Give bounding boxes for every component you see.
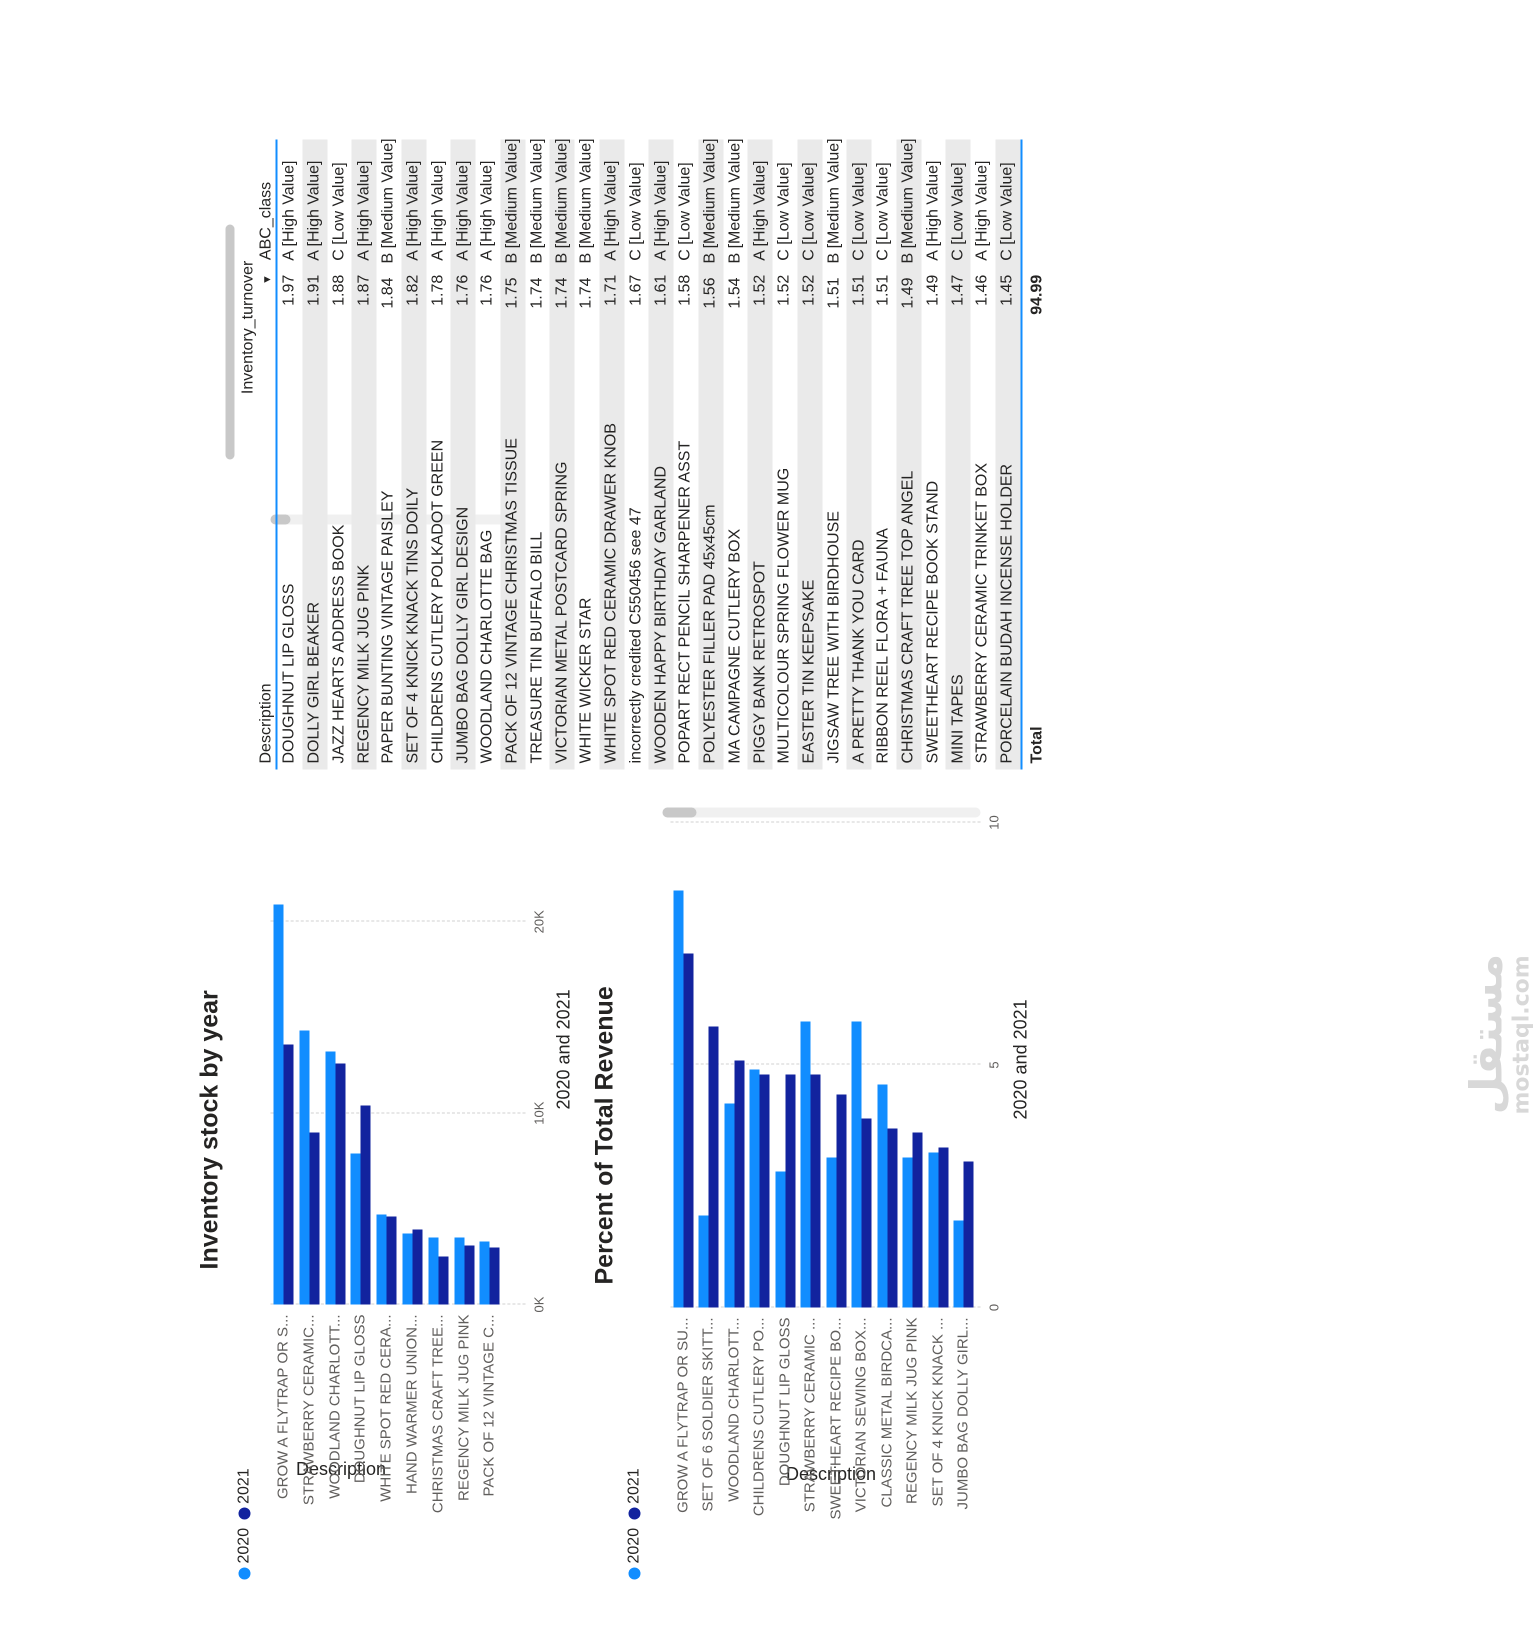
cell-abc-class: A [High Value] [973,160,991,261]
table-row[interactable] [921,140,946,770]
cell-turnover: 1.97 [280,274,298,306]
cell-description: JAZZ HEARTS ADDRESS BOOK [330,524,348,764]
table-row[interactable] [451,140,476,770]
table-row[interactable] [426,140,451,770]
cell-turnover: 1.51 [874,274,892,306]
table-row[interactable] [599,140,624,770]
cell-abc-class: C [Low Value] [800,162,818,261]
cell-description: MULTICOLOUR SPRING FLOWER MUG [775,467,793,764]
rotated-report [1,0,1535,1650]
cell-description: WHITE WICKER STAR [577,597,595,764]
legend-2020-label: 2020 [625,1527,643,1564]
table-row[interactable] [698,140,723,770]
table-total-row [1020,140,1052,770]
cell-turnover: 1.76 [478,274,496,306]
cell-description: STRAWBERRY CERAMIC TRINKET BOX [973,463,991,764]
total-label: Total [1028,726,1045,764]
stock-category-label: HAND WARMER UNION... [403,1314,421,1494]
revenue-category-label: REGENCY MILK JUG PINK [903,1317,921,1504]
cell-abc-class: B [Medium Value] [701,138,719,264]
table-row[interactable] [748,140,773,770]
revenue-bar-2020[interactable] [750,1070,760,1308]
revenue-category-label: CLASSIC METAL BIRDCA... [878,1317,896,1508]
cell-description: JUMBO BAG DOLLY GIRL DESIGN [454,506,472,764]
stock-x-tick-label: 20K [531,910,547,934]
stock-bar-2020[interactable] [454,1238,464,1305]
header-description[interactable]: Description [257,683,275,764]
revenue-category-label: VICTORIAN SEWING BOX... [852,1317,870,1513]
cell-description: MINI TAPES [949,674,967,764]
cell-description: WOODEN HAPPY BIRTHDAY GARLAND [652,465,670,764]
stock-gridline [271,921,526,922]
total-value: 94.99 [1028,274,1045,315]
cell-description: WOODLAND CHARLOTTE BAG [478,529,496,764]
revenue-bar-2021[interactable] [964,1162,974,1308]
cell-turnover: 1.78 [429,274,447,306]
cell-abc-class: C [Low Value] [850,162,868,261]
cell-description: DOLLY GIRL BEAKER [305,601,323,764]
revenue-bar-2020[interactable] [903,1157,913,1307]
cell-turnover: 1.76 [454,274,472,306]
cell-turnover: 1.75 [503,277,521,309]
cell-turnover: 1.49 [924,274,942,306]
revenue-bar-2020[interactable] [724,1104,734,1308]
stock-bar-2021[interactable] [438,1257,448,1305]
revenue-bar-2020[interactable] [852,1021,862,1307]
revenue-bar-2021[interactable] [683,953,693,1307]
cell-abc-class: B [Medium Value] [899,138,917,264]
table-row[interactable] [971,140,996,770]
revenue-y-axis-title: Description [785,1463,877,1484]
stock-bar-2021[interactable] [413,1230,423,1305]
cell-turnover: 1.71 [602,274,620,306]
legend-2020-dot [629,1568,641,1580]
table-row[interactable] [896,140,921,770]
watermark-arabic: مستقل [1461,953,1513,1115]
legend-2021-label: 2021 [625,1468,643,1504]
cell-abc-class: B [Medium Value] [577,138,595,264]
revenue-category-label: JUMBO BAG DOLLY GIRL... [954,1317,972,1510]
revenue-category-label: WOODLAND CHARLOTT... [725,1317,743,1502]
stock-bar-2020[interactable] [403,1234,413,1305]
revenue-bar-2021[interactable] [734,1060,744,1307]
cell-turnover: 1.45 [998,274,1016,306]
table-scrollbar-thumb[interactable] [226,225,235,460]
stock-category-label: STRAWBERRY CERAMIC... [300,1314,318,1506]
sort-desc-icon: ▼ [261,274,274,285]
cell-abc-class: B [Medium Value] [503,138,521,264]
table-row[interactable] [550,140,575,770]
cell-description: PORCELAIN BUDAH INCENSE HOLDER [998,463,1016,764]
table-row[interactable] [624,140,649,770]
legend-2020-label: 2020 [235,1527,253,1564]
revenue-bar-2020[interactable] [954,1220,964,1307]
cell-description: SWEETHEART RECIPE BOOK STAND [924,480,942,764]
table-row[interactable] [995,140,1020,770]
header-turnover-label: Inventory_turnover [239,260,257,395]
revenue-bar-2020[interactable] [699,1215,709,1307]
stock-bar-2021[interactable] [284,1044,294,1304]
stock-y-axis-title: Description [295,1458,387,1479]
stock-bar-2020[interactable] [480,1241,490,1304]
stock-bar-2021[interactable] [335,1063,345,1304]
cell-description: PIGGY BANK RETROSPOT [751,561,769,764]
table-row[interactable] [872,140,897,770]
cell-description: PACK OF 12 VINTAGE CHRISTMAS TISSUE [503,438,521,764]
cell-description: CHILDRENS CUTLERY POLKADOT GREEN [429,439,447,764]
stock-x-tick-label: 0K [531,1296,547,1313]
stock-bar-2021[interactable] [309,1132,319,1304]
stock-category-label: DOUGHNUT LIP GLOSS [351,1314,369,1484]
table-row[interactable] [302,140,327,770]
cell-abc-class: C [Low Value] [874,162,892,261]
table-body [278,140,1021,770]
stock-x-tick-label: 10K [531,1101,547,1125]
table-row[interactable] [723,140,748,770]
revenue-scrollbar-thumb[interactable] [663,808,697,818]
revenue-bar-2021[interactable] [811,1075,821,1308]
stock-bar-2020[interactable] [299,1031,309,1305]
stock-category-label: WOODLAND CHARLOTT... [326,1314,343,1499]
legend-2021-dot [239,1508,251,1520]
cell-description: MA CAMPAGNE CUTLERY BOX [726,528,744,764]
revenue-chart-title: Percent of Total Revenue [590,986,619,1285]
table-row[interactable] [327,140,352,770]
cell-abc-class: C [Low Value] [627,162,645,261]
revenue-scrollbar-track[interactable] [663,808,981,818]
table-row[interactable] [797,140,822,770]
cell-description: JIGSAW TREE WITH BIRDHOUSE [825,511,843,764]
table-row[interactable] [525,140,550,770]
legend-2021-label: 2021 [235,1468,253,1504]
cell-turnover: 1.56 [701,277,719,309]
cell-turnover: 1.51 [850,274,868,306]
cell-turnover: 1.47 [949,274,967,306]
cell-turnover: 1.74 [577,277,595,309]
revenue-category-label: DOUGHNUT LIP GLOSS [776,1317,794,1487]
revenue-bar-2020[interactable] [775,1172,785,1308]
revenue-bar-2021[interactable] [785,1075,795,1308]
stock-x-axis-title: 2020 and 2021 [553,989,574,1110]
cell-turnover: 1.91 [305,274,323,306]
cell-description: DOUGHNUT LIP GLOSS [280,583,298,764]
revenue-bar-2021[interactable] [862,1118,872,1307]
cell-description: POLYESTER FILLER PAD 45x45cm [701,504,719,764]
cell-turnover: 1.67 [627,274,645,306]
cell-description: TREASURE TIN BUFFALO BILL [528,531,546,764]
cell-abc-class: A [High Value] [652,160,670,261]
cell-description: WHITE SPOT RED CERAMIC DRAWER KNOB [602,423,620,764]
cell-abc-class: A [High Value] [751,160,769,261]
cell-description: PAPER BUNTING VINTAGE PAISLEY [379,490,397,764]
cell-description: CHRISTMAS CRAFT TREE TOP ANGEL [899,470,917,764]
stock-bar-2021[interactable] [387,1216,397,1304]
revenue-bar-2021[interactable] [887,1128,897,1307]
cell-abc-class: A [High Value] [355,160,373,261]
stock-bar-2020[interactable] [428,1238,438,1305]
header-turnover[interactable] [239,260,276,395]
cell-turnover: 1.87 [355,274,373,306]
legend-2021-dot [629,1508,641,1520]
watermark [1461,953,1535,1115]
cell-abc-class: A [High Value] [429,160,447,261]
cell-description: SET OF 4 KNICK KNACK TINS DOILY [404,487,422,764]
cell-turnover: 1.49 [899,277,917,309]
revenue-bar-2020[interactable] [826,1157,836,1307]
cell-abc-class: A [High Value] [478,160,496,261]
revenue-category-label: SWEETHEART RECIPE BO... [827,1317,845,1520]
revenue-bar-2020[interactable] [928,1152,938,1307]
cell-turnover: 1.74 [553,277,571,309]
stock-bar-2020[interactable] [377,1215,387,1305]
header-abc-class[interactable]: ABC_class [257,181,275,261]
cell-abc-class: C [Low Value] [775,162,793,261]
stock-bar-2021[interactable] [361,1105,371,1304]
revenue-category-label: SET OF 4 KNICK KNACK ... [929,1317,947,1507]
stock-category-label: WHITE SPOT RED CERA... [377,1314,395,1502]
table-row[interactable] [476,140,501,770]
table-row[interactable] [575,140,600,770]
cell-abc-class: B [Medium Value] [379,138,397,264]
cell-abc-class: C [Low Value] [676,162,694,261]
revenue-bar-2021[interactable] [760,1075,770,1308]
stock-legend [236,1468,254,1579]
revenue-gridline [671,822,981,823]
table-row[interactable] [352,140,377,770]
revenue-bar-2021[interactable] [938,1147,948,1307]
watermark-latin: mostaql.com [1509,955,1535,1115]
cell-abc-class: A [High Value] [924,160,942,261]
revenue-x-tick-label: 10 [986,815,1002,830]
cell-description: EASTER TIN KEEPSAKE [800,579,818,764]
table-header [236,140,278,770]
cell-description: A PRETTY THANK YOU CARD [850,539,868,764]
revenue-x-tick-label: 5 [986,1061,1002,1069]
cell-turnover: 1.58 [676,274,694,306]
cell-turnover: 1.74 [528,277,546,309]
cell-description: REGENCY MILK JUG PINK [355,564,373,764]
legend-2020-dot [239,1568,251,1580]
cell-abc-class: C [Low Value] [949,162,967,261]
stock-chart-title: Inventory stock by year [195,990,224,1270]
cell-turnover: 1.52 [800,274,818,306]
cell-description: POPART RECT PENCIL SHARPENER ASST [676,440,694,764]
cell-turnover: 1.82 [404,274,422,306]
table-row[interactable] [500,140,525,770]
table-row[interactable] [401,140,426,770]
stock-category-label: CHRISTMAS CRAFT TREE... [429,1314,447,1514]
cell-turnover: 1.88 [330,274,348,306]
revenue-bar-2021[interactable] [709,1026,719,1307]
cell-abc-class: B [Medium Value] [726,138,744,264]
cell-turnover: 1.61 [652,274,670,306]
cell-description: incorrectly credited C550456 see 47 [627,507,645,764]
cell-abc-class: A [High Value] [305,160,323,261]
stock-bar-2020[interactable] [351,1153,361,1304]
cell-abc-class: B [Medium Value] [528,138,546,264]
table-row[interactable] [847,140,872,770]
table-row[interactable] [674,140,699,770]
table-row[interactable] [649,140,674,770]
cell-abc-class: C [Low Value] [998,162,1016,261]
revenue-bar-2020[interactable] [877,1084,887,1307]
revenue-category-label: CHILDRENS CUTLERY PO... [750,1317,768,1517]
stock-category-label: REGENCY MILK JUG PINK [455,1314,472,1501]
cell-abc-class: C [Low Value] [330,162,348,261]
revenue-x-tick-label: 0 [986,1303,1002,1312]
cell-turnover: 1.46 [973,274,991,306]
cell-abc-class: B [Medium Value] [825,138,843,264]
revenue-bar-2021[interactable] [836,1094,846,1307]
cell-turnover: 1.52 [751,274,769,306]
revenue-bar-2020[interactable] [673,890,683,1307]
table-row[interactable] [946,140,971,770]
cell-turnover: 1.84 [379,277,397,309]
revenue-category-label: GROW A FLYTRAP OR SU... [674,1317,692,1513]
table-row[interactable] [822,140,847,770]
revenue-category-label: STRAWBERRY CERAMIC ... [801,1317,819,1513]
cell-turnover: 1.52 [775,274,793,306]
stock-bar-2021[interactable] [490,1247,500,1304]
cell-description: RIBBON REEL FLORA + FAUNA [874,528,892,764]
stock-bar-2020[interactable] [325,1052,335,1305]
revenue-bar-2020[interactable] [801,1021,811,1307]
cell-turnover: 1.51 [825,277,843,309]
table-row[interactable] [377,140,402,770]
cell-abc-class: A [High Value] [602,160,620,261]
cell-abc-class: B [Medium Value] [553,138,571,264]
stock-category-label: PACK OF 12 VINTAGE C... [480,1314,498,1497]
cell-abc-class: A [High Value] [454,160,472,261]
table-row[interactable] [278,140,303,770]
stock-bar-2021[interactable] [464,1245,474,1304]
stock-bar-2020[interactable] [274,905,284,1305]
cell-description: VICTORIAN METAL POSTCARD SPRING [553,461,571,764]
inventory-turnover-table[interactable] [236,140,1053,770]
revenue-category-label: SET OF 6 SOLDIER SKITT... [699,1317,717,1512]
cell-abc-class: A [High Value] [404,160,422,261]
cell-turnover: 1.54 [726,277,744,309]
table-row[interactable] [773,140,798,770]
revenue-x-axis-title: 2020 and 2021 [1010,999,1031,1120]
revenue-legend [626,1468,644,1579]
cell-abc-class: A [High Value] [280,160,298,261]
revenue-bar-2021[interactable] [913,1133,923,1308]
stock-category-label: GROW A FLYTRAP OR S... [274,1314,292,1499]
